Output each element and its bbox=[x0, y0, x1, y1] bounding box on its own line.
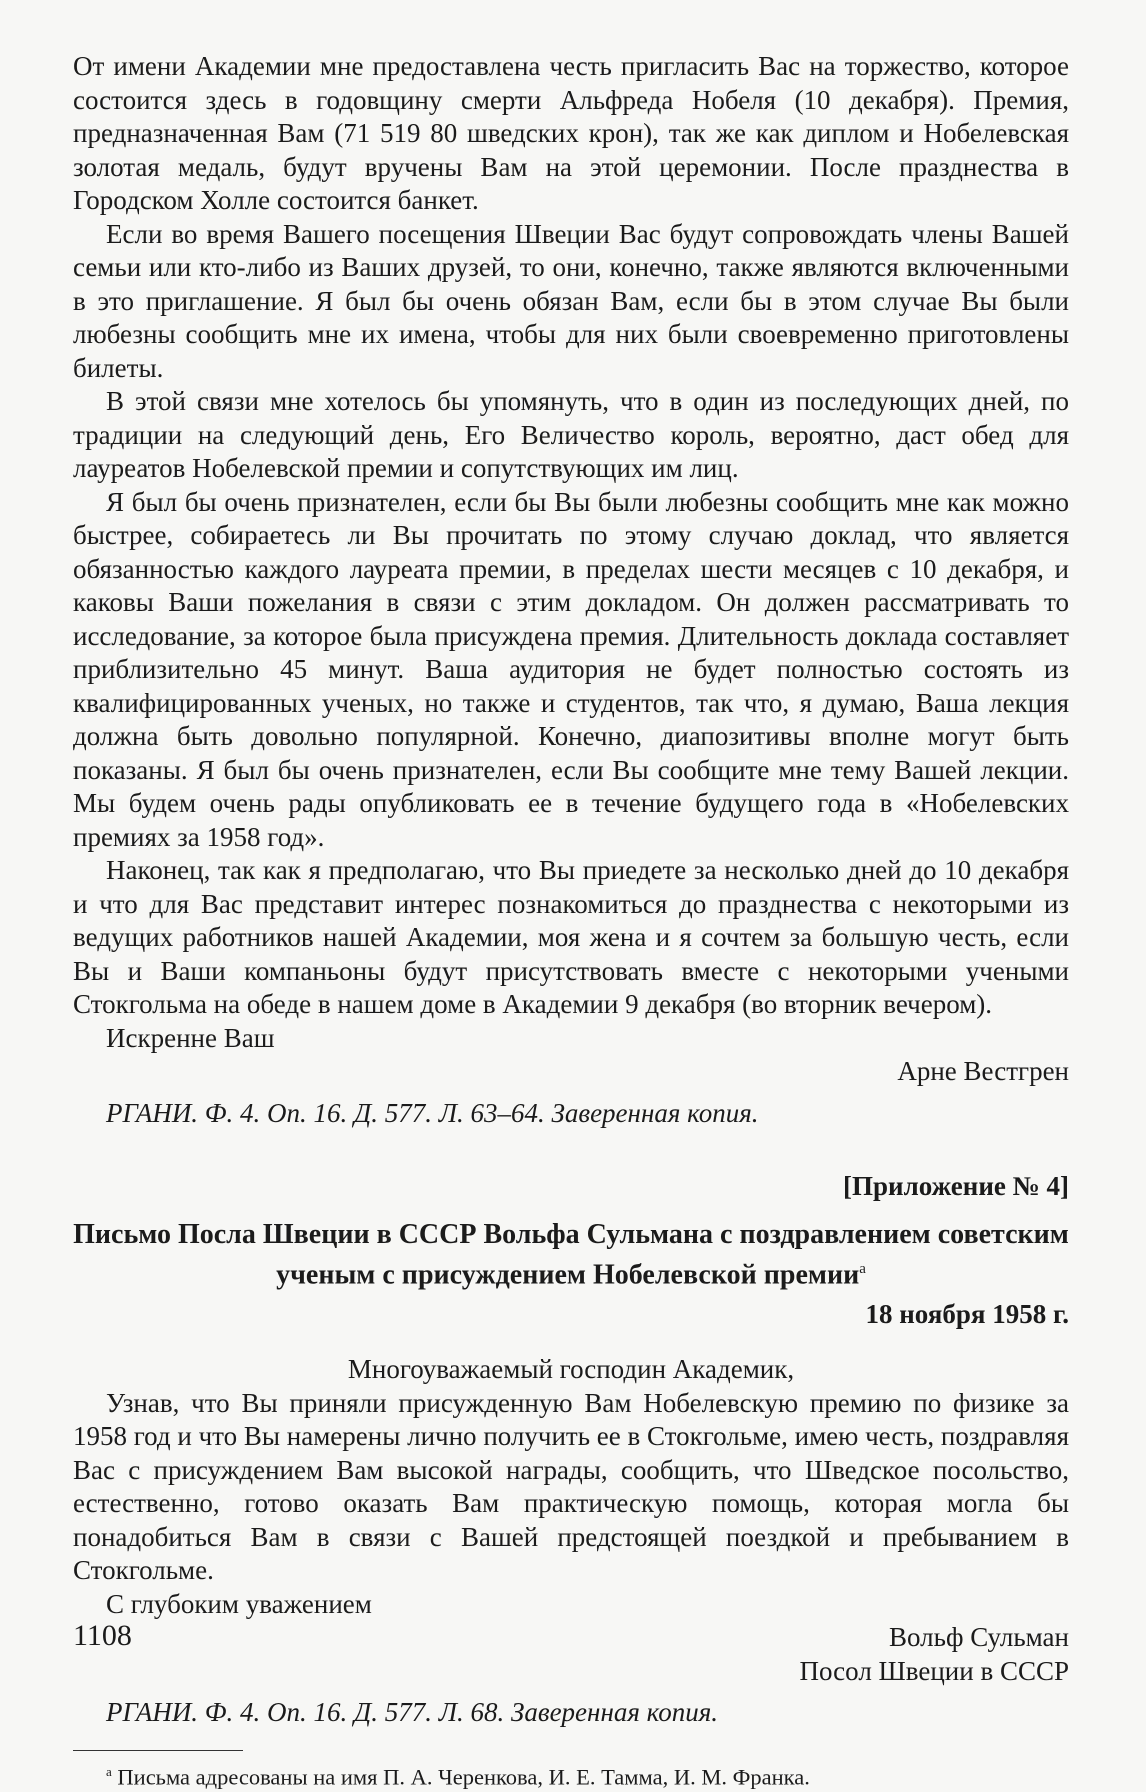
appendix-label: [Приложение № 4] bbox=[843, 1171, 1069, 1201]
letter2-closing: С глубоким уважением bbox=[106, 1588, 372, 1619]
letter-sulman bbox=[73, 1218, 1069, 1730]
letter2-title-footnote-mark: а bbox=[859, 1260, 866, 1277]
letter1-paragraph-1: От имени Академии мне предоставлена честь пригласить Вас на торжество, которое состоится здесь в годовщину смерти Альфреда Нобеля (10 декабря). Премия, предназначенная Вам (71 519 80 шведских крон), так же как диплом и Нобелевская золотая медаль, будут вручены Вам на этой церемонии. После празднества в Городском Холле состоится банкет. bbox=[73, 51, 1069, 215]
letter2-title bbox=[73, 1218, 1069, 1292]
letter2-signature-name: Вольф Сульман bbox=[889, 1622, 1069, 1653]
letter2-title-text: Письмо Посла Швеции в СССР Вольфа Сульмана с поздравлением советским ученым с присуждением Нобелевской премии bbox=[73, 1218, 1069, 1290]
footnote-text: Письма адресованы на имя П. А. Черенкова, И. Е. Тамма, И. М. Франка. bbox=[117, 1764, 810, 1790]
footnote bbox=[106, 1757, 1069, 1792]
letter1-paragraph-5: Наконец, так как я предполагаю, что Вы приедете за несколько дней до 10 декабря и что для Вас представит интерес познакомиться до празднества с некоторыми из ведущих работников нашей Академии, моя жена и я сочтем за большую честь, если Вы и Ваши компаньоны будут присутствовать вместе с некоторыми учеными Стокгольма на обеде в нашем доме в Академии 9 декабря (во вторник вечером). bbox=[73, 855, 1069, 1019]
letter2-archive-source: РГАНИ. Ф. 4. Оп. 16. Д. 577. Л. 68. Заверенная копия. bbox=[106, 1697, 719, 1728]
footnote-mark: а bbox=[106, 1763, 112, 1779]
letter2-salutation: Многоуважаемый господин Академик, bbox=[347, 1354, 795, 1385]
letter-westgren bbox=[73, 50, 1069, 1130]
letter2-date: 18 ноября 1958 г. bbox=[865, 1298, 1069, 1329]
letter2-signature-title: Посол Швеции в СССР bbox=[799, 1655, 1069, 1686]
letter1-closing: Искренне Ваш bbox=[106, 1022, 275, 1053]
letter1-archive-source: РГАНИ. Ф. 4. Оп. 16. Д. 577. Л. 63–64. Заверенная копия. bbox=[106, 1097, 759, 1128]
footnote-divider bbox=[73, 1750, 243, 1751]
letter1-paragraph-2: Если во время Вашего посещения Швеции Вас будут сопровождать члены Вашей семьи или кто-либо из Ваших друзей, то они, конечно, также являются включенными в это приглашение. Я был бы очень обязан Вам, если бы в этом случае Вы были любезны сообщить мне их имена, чтобы для них были своевременно приготовлены билеты. bbox=[73, 218, 1069, 383]
page-number: 1108 bbox=[73, 1619, 132, 1652]
letter1-paragraph-4: Я был бы очень признателен, если бы Вы были любезны сообщить мне как можно быстрее, собираетесь ли Вы прочитать по этому случаю доклад, что является обязанностью каждого лауреата премии, в пределах шести месяцев с 10 декабря, и каковы Ваши пожелания в связи с этим докладом. Он должен рассматривать то исследование, за которое была присуждена премия. Длительность доклада составляет приблизительно 45 минут. Ваша аудитория не будет полностью состоять из квалифицированных ученых, но также и студентов, так что, я думаю, Ваша лекция должна быть довольно популярной. Конечно, диапозитивы вполне могут быть показаны. Я был бы очень признателен, если Вы сообщите мне тему Вашей лекции. Мы будем очень рады опубликовать ее в течение будущего года в «Нобелевских премиях за 1958 год». bbox=[73, 486, 1069, 852]
letter1-signature: Арне Вестгрен bbox=[897, 1056, 1069, 1086]
letter1-paragraph-3: В этой связи мне хотелось бы упомянуть, что в один из последующих дней, по традиции на следующий день, Его Величество король, вероятно, даст обед для лауреатов Нобелевской премии и сопутствующих им лиц. bbox=[73, 386, 1069, 483]
letter2-paragraph-1: Узнав, что Вы приняли присужденную Вам Нобелевскую премию по физике за 1958 год и что Вы намерены лично получить ее в Стокгольме, имею честь, поздравляя Вас с присуждением Вам высокой награды, сообщить, что Шведское посольство, естественно, готово оказать Вам практическую помощь, которая могла бы понадобиться Вам в связи с Вашей предстоящей поездкой и пребыванием в Стокгольме. bbox=[73, 1387, 1069, 1586]
